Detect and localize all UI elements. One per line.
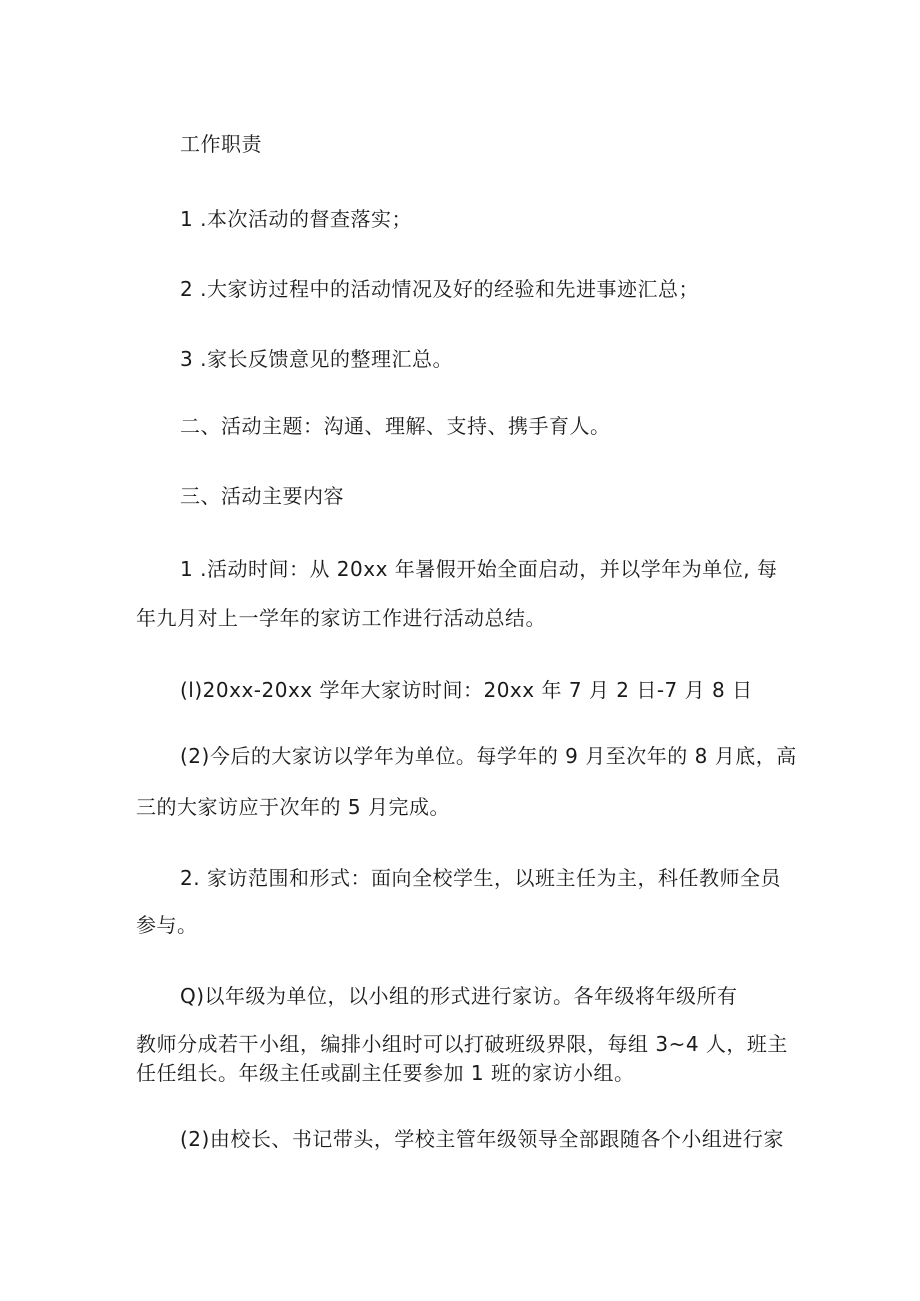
content-item-2-line-1: 2. 家访范围和形式：面向全校学生，以班主任为主，科任教师全员 [180,866,781,890]
content-item-2-line-2: 参与。 [136,913,198,937]
content-item-1-line-2: 年九月对上一学年的家访工作进行活动总结。 [136,606,546,630]
form-item-q-line-1: Q)以年级为单位，以小组的形式进行家访。各年级将年级所有 [180,984,738,1008]
duty-item-2: 2 .大家访过程中的活动情况及好的经验和先进事迹汇总； [180,277,699,301]
section-heading-duties: 工作职责 [180,132,262,156]
form-item-2-line-1: (2)由校长、书记带头，学校主管年级领导全部跟随各个小组进行家 [180,1127,784,1151]
schedule-item-l: (l)20xx-20xx 学年大家访时间：20xx 年 7 月 2 日-7 月 8 日 [180,678,753,702]
schedule-item-2-line-2: 三的大家访应于次年的 5 月完成。 [136,795,450,819]
form-item-q-line-3: 任任组长。年级主任或副主任要参加 1 班的家访小组。 [136,1061,635,1085]
content-item-1-line-1: 1 .活动时间：从 20xx 年暑假开始全面启动，并以学年为单位, 每 [180,557,778,581]
section-content-heading: 三、活动主要内容 [180,484,344,508]
section-theme: 二、活动主题：沟通、理解、支持、携手育人。 [180,414,611,438]
duty-item-1: 1 .本次活动的督查落实； [180,207,412,231]
form-item-q-line-2: 教师分成若干小组，编排小组时可以打破班级界限，每组 3~4 人，班主 [136,1032,788,1056]
schedule-item-2-line-1: (2)今后的大家访以学年为单位。每学年的 9 月至次年的 8 月底，高 [180,744,797,768]
duty-item-3: 3 .家长反馈意见的整理汇总。 [180,347,453,371]
